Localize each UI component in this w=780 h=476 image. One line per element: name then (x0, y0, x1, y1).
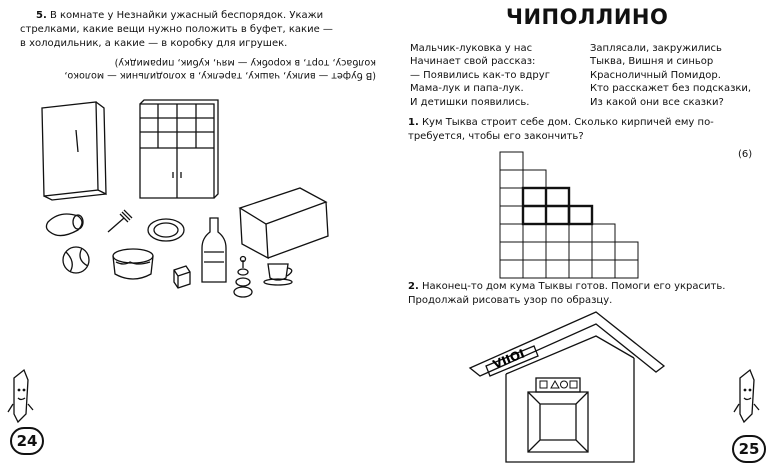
task1-number: 1. (408, 117, 419, 128)
poem-right-line-1: Заплясали, закружились (590, 43, 722, 54)
task2-number: 2. (408, 281, 419, 292)
task5-line-3: в холодильник, а какие — в коробку для игрушек. (20, 38, 288, 49)
task5-text-1: В комнате у Незнайки ужасный беспорядок. Укажи (49, 10, 324, 21)
right-page (388, 0, 780, 476)
cupboard-icon (140, 100, 218, 198)
page-number-24: 24 (10, 427, 44, 455)
poem-right-line-5: Из какой они все сказки? (590, 96, 724, 108)
pyramid-toy-icon (234, 257, 252, 298)
house-drawing (388, 0, 780, 476)
fridge-icon (42, 102, 106, 200)
task5-line-2: стрелками, какие вещи нужно положить в буфет, какие — (20, 24, 333, 35)
answer-line-2: колбасу, торт, в коробку — мяч, кубик, пирамидку) (114, 57, 376, 68)
pencil-mascot-icon (8, 370, 33, 422)
pencil-mascot-icon (734, 370, 759, 422)
poem-left-line-1: Мальчик-луковка у нас (410, 43, 533, 54)
roof-pattern-text: VIIOI (490, 346, 527, 372)
left-page (0, 0, 388, 476)
poem-left-line-2: Начинает свой рассказ: (410, 56, 536, 68)
poem-left-line-5: И детишки появились. (410, 96, 530, 108)
fork-icon (108, 210, 132, 232)
cup-icon (264, 264, 292, 285)
sausage-icon (46, 214, 83, 236)
answer-line-1: (В буфет — вилку, чашку, тарелку, в холодильник — молоко, (64, 70, 376, 81)
toy-box-icon (240, 188, 328, 258)
task1-text-1: Кум Тыква строит себе дом. Сколько кирпичей ему по- (421, 117, 714, 128)
milk-bottle-icon (202, 218, 226, 282)
poem-right-line-2: Тыква, Вишня и синьор (590, 56, 714, 68)
poem-left-line-3: — Появились как-то вдруг (410, 69, 550, 81)
task5-number: 5. (36, 10, 47, 21)
ball-icon (63, 247, 89, 273)
poem-right-line-4: Кто расскажет без подсказки, (590, 83, 752, 95)
house-window (528, 378, 588, 452)
room-items-drawing (0, 0, 388, 476)
page-title: ЧИПОЛЛИНО (506, 5, 669, 29)
house-walls (506, 336, 634, 462)
task2-text-1: Наконец-то дом кума Тыквы готов. Помоги его украсить. (421, 281, 726, 292)
page-number-25: 25 (732, 435, 766, 463)
task1-answer: (6) (738, 149, 753, 160)
poem-left-line-4: Мама-лук и папа-лук. (410, 83, 524, 95)
cube-icon (174, 266, 190, 288)
plate-icon (148, 219, 184, 241)
cake-icon (113, 249, 153, 279)
poem-right-line-3: Красноличный Помидор. (590, 69, 721, 81)
window-pattern-shapes (540, 381, 577, 388)
task2-line-2: Продолжай рисовать узор по образцу. (408, 295, 613, 306)
task1-line-2: требуется, чтобы его закончить? (408, 131, 584, 142)
